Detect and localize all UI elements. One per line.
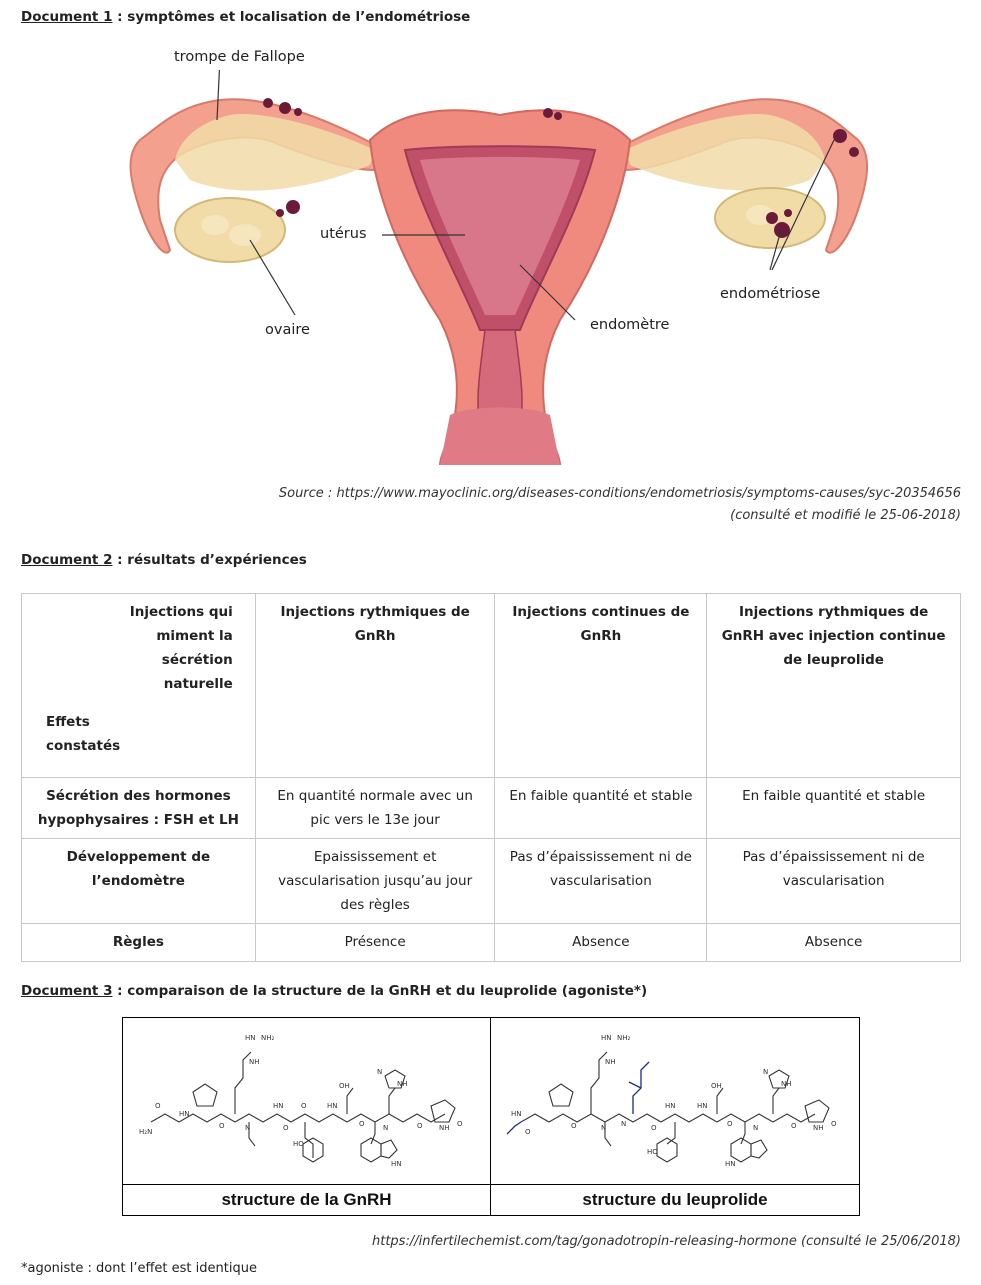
svg-text:O: O — [791, 1122, 797, 1130]
footnote: *agoniste : dont l’effet est identique — [21, 1261, 257, 1276]
svg-text:O: O — [651, 1124, 657, 1132]
svg-text:HN: HN — [601, 1034, 612, 1042]
label-trompe: trompe de Fallope — [174, 49, 305, 65]
table-cell: En faible quantité et stable — [707, 778, 961, 839]
table-cell: En quantité normale avec un pic vers le 13e jour — [255, 778, 495, 839]
corner-bottom-text — [46, 710, 120, 758]
svg-text:O: O — [727, 1120, 733, 1128]
doc1-source-date: (consulté et modifié le 25-06-2018) — [730, 508, 961, 523]
svg-text:O: O — [155, 1102, 161, 1110]
doc2-title: : résultats d’expériences — [112, 552, 307, 568]
table-cell: Absence — [707, 924, 961, 962]
svg-text:HN: HN — [245, 1034, 256, 1042]
svg-text:NH: NH — [781, 1080, 792, 1088]
leuprolide-structure-diagram — [501, 1026, 851, 1178]
row-header: Développement de l’endomètre — [22, 839, 256, 924]
svg-text:NH₂: NH₂ — [617, 1034, 631, 1042]
svg-text:HN: HN — [511, 1110, 522, 1118]
svg-text:N: N — [383, 1124, 389, 1132]
row-header: Règles — [22, 924, 256, 962]
caption-gnrh: structure de la GnRH — [221, 1190, 392, 1209]
svg-text:O: O — [525, 1128, 531, 1136]
svg-text:N: N — [621, 1120, 627, 1128]
uterus-illustration — [120, 70, 880, 465]
column-header: Injections rythmiques de GnRH avec injection continue de leuprolide — [707, 594, 961, 778]
svg-text:OH: OH — [711, 1082, 722, 1090]
table-cell: Absence — [495, 924, 707, 962]
svg-text:N: N — [245, 1124, 251, 1132]
table-cell: Epaississement et vascularisation jusqu’au jour des règles — [255, 839, 495, 924]
gnrh-structure-diagram — [133, 1026, 483, 1178]
svg-text:HO: HO — [647, 1148, 658, 1156]
caption-leuprolide: structure du leuprolide — [582, 1190, 768, 1209]
svg-text:HN: HN — [327, 1102, 338, 1110]
doc3-heading — [21, 983, 647, 999]
svg-text:HN: HN — [697, 1102, 708, 1110]
table-row — [22, 778, 961, 839]
table-cell: En faible quantité et stable — [495, 778, 707, 839]
svg-text:H₂N: H₂N — [139, 1128, 153, 1136]
table-corner-cell — [22, 594, 256, 778]
svg-text:O: O — [283, 1124, 289, 1132]
table-cell: Présence — [255, 924, 495, 962]
corner-top-line: miment la — [156, 628, 233, 644]
doc1-heading — [21, 9, 470, 25]
svg-text:HN: HN — [179, 1110, 190, 1118]
svg-text:O: O — [831, 1120, 837, 1128]
svg-text:N: N — [377, 1068, 383, 1076]
svg-text:HN: HN — [665, 1102, 676, 1110]
doc1-title: : symptômes et localisation de l’endométriose — [112, 9, 471, 25]
svg-text:NH₂: NH₂ — [261, 1034, 275, 1042]
svg-text:O: O — [301, 1102, 307, 1110]
svg-text:OH: OH — [339, 1082, 350, 1090]
svg-text:O: O — [417, 1122, 423, 1130]
results-table — [21, 593, 961, 962]
svg-text:O: O — [219, 1122, 225, 1130]
label-uterus: utérus — [320, 226, 367, 242]
row-header: Sécrétion des hormones hypophysaires : FSH et LH — [22, 778, 256, 839]
doc2-label: Document 2 — [21, 552, 113, 568]
column-header: Injections rythmiques de GnRh — [255, 594, 495, 778]
doc2-heading — [21, 552, 307, 568]
svg-text:NH: NH — [439, 1124, 450, 1132]
corner-bottom-line: Effets — [46, 714, 90, 730]
svg-text:N: N — [763, 1068, 769, 1076]
svg-text:O: O — [359, 1120, 365, 1128]
corner-top-line: naturelle — [163, 676, 233, 692]
label-endometre: endomètre — [590, 317, 670, 333]
svg-text:HN: HN — [725, 1160, 736, 1168]
svg-text:HO: HO — [293, 1140, 304, 1148]
corner-top-text — [130, 600, 233, 696]
svg-text:HN: HN — [391, 1160, 402, 1168]
svg-text:N: N — [601, 1124, 607, 1132]
column-divider — [490, 1018, 491, 1215]
column-header: Injections continues de GnRh — [495, 594, 707, 778]
svg-text:N: N — [753, 1124, 759, 1132]
table-row — [22, 839, 961, 924]
svg-text:NH: NH — [813, 1124, 824, 1132]
doc1-label: Document 1 — [21, 9, 113, 25]
doc3-title: : comparaison de la structure de la GnRH et du leuprolide (agoniste*) — [112, 983, 648, 999]
doc3-label: Document 3 — [21, 983, 113, 999]
corner-bottom-line: constatés — [46, 738, 121, 754]
corner-top-line: sécrétion — [161, 652, 233, 668]
svg-text:O: O — [457, 1120, 463, 1128]
table-cell: Pas d’épaississement ni de vascularisation — [495, 839, 707, 924]
table-header-row — [22, 594, 961, 778]
corner-top-line: Injections qui — [129, 604, 233, 620]
caption-divider — [123, 1184, 859, 1185]
label-endometriose: endométriose — [720, 286, 821, 302]
svg-text:NH: NH — [605, 1058, 616, 1066]
label-ovaire: ovaire — [265, 322, 310, 338]
svg-text:NH: NH — [397, 1080, 408, 1088]
doc3-source: https://infertilechemist.com/tag/gonadotropin-releasing-hormone (consulté le 25/06/2018) — [371, 1234, 961, 1249]
structure-comparison-box — [122, 1017, 860, 1216]
table-row — [22, 924, 961, 962]
svg-text:NH: NH — [249, 1058, 260, 1066]
svg-text:O: O — [571, 1122, 577, 1130]
svg-text:HN: HN — [273, 1102, 284, 1110]
table-cell: Pas d’épaississement ni de vascularisation — [707, 839, 961, 924]
doc1-source: Source : https://www.mayoclinic.org/diseases-conditions/endometriosis/symptoms-causes/syc-20354656 — [278, 486, 961, 501]
